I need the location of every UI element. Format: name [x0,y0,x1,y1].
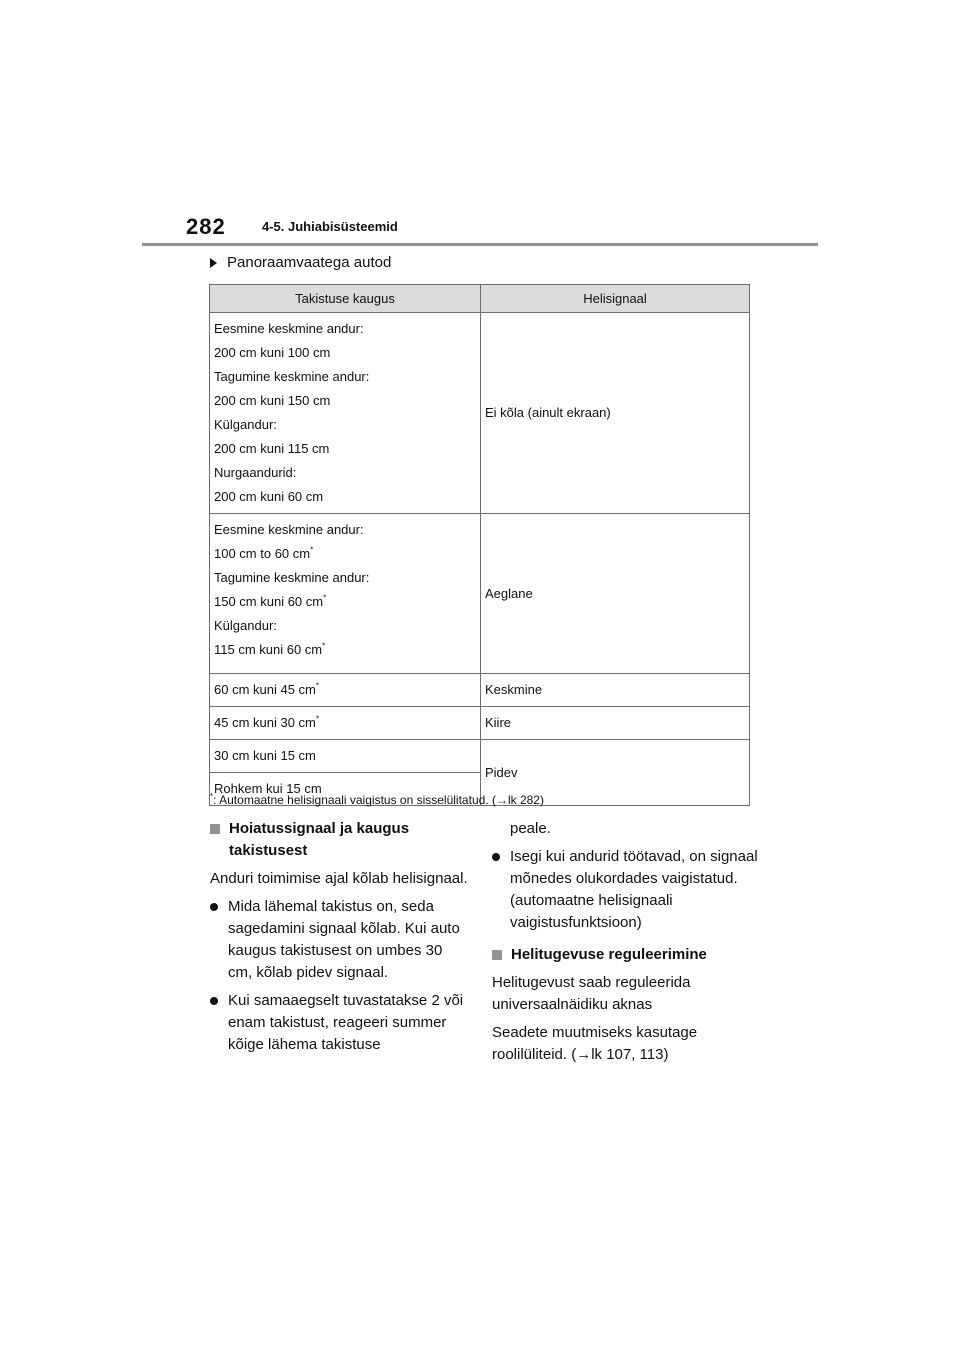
bullet-dot-icon [210,997,218,1005]
right-column [492,818,762,1072]
sonar-signal-table [209,284,750,806]
distance-cell [210,514,481,674]
signal-cell: Pidev [481,740,750,806]
distance-line: 200 cm kuni 60 cm [214,489,324,504]
paragraph: Seadete muutmiseks kasutage roolilüliteid. (→lk 107, 113) [492,1024,698,1063]
column-header-signal: Helisignaal [481,285,750,313]
bullet-item [210,990,470,1056]
footnote-mark: * [310,545,314,555]
subsection-heading-text: Helitugevuse reguleerimine [511,946,707,963]
distance-line: Tagumine keskmine andur: [214,369,370,384]
distance-line: 200 cm kuni 115 cm [214,441,330,456]
distance-cell [210,313,481,514]
footnote-mark: * [322,641,326,651]
table-row [210,740,750,773]
distance-line: Külgandur: [214,417,277,432]
distance-line: Tagumine keskmine andur: [214,570,370,585]
footnote-mark: * [323,593,327,603]
section-heading [210,254,391,271]
page-number: 282 [186,214,226,239]
footnote-text: : Automaatne helisignaali vaigistus on sisselülitatud. (→lk 282) [213,793,544,807]
distance-cell: 60 cm kuni 45 cm* [210,674,481,707]
column-header-distance: Takistuse kaugus [210,285,481,313]
footnote-mark: * [315,681,319,691]
table-row [210,707,750,740]
distance-cell: Rohkem kui 15 cm [210,773,481,806]
signal-cell: Aeglane [481,514,750,674]
signal-cell: Kiire [481,707,750,740]
footnote-mark: * [315,714,319,724]
bullet-continuation: peale. [510,820,551,837]
distance-line: 115 cm kuni 60 cm* [214,641,326,657]
bullet-text: Mida lähemal takistus on, seda sagedamini signaal kõlab. Kui auto kaugus takistusest on umbes 30 cm, kõlab pidev signaal. [228,898,460,981]
bullet-dot-icon [492,853,500,861]
table-footnote [210,793,544,807]
subsection-heading [210,818,470,862]
distance-line: Külgandur: [214,618,277,633]
section-heading-text: Panoraamvaatega autod [227,254,392,271]
distance-line: 200 cm kuni 100 cm [214,345,331,360]
footnote-mark: * [210,792,214,801]
left-column [210,818,470,1062]
signal-cell: Ei kõla (ainult ekraan) [481,313,750,514]
table-row [210,514,750,674]
triangle-bullet-icon [210,258,217,268]
table-row [210,313,750,514]
distance-line: Eesmine keskmine andur: [214,522,364,537]
table-header-row [210,285,750,313]
signal-cell: Keskmine [481,674,750,707]
bullet-text: Kui samaaegselt tuvastatakse 2 või enam takistust, reageeri summer kõige lähema takistuse [228,992,464,1053]
square-bullet-icon [492,950,502,960]
distance-line: 200 cm kuni 150 cm [214,393,331,408]
distance-line: 150 cm kuni 60 cm* [214,593,327,609]
square-bullet-icon [210,824,220,834]
distance-line: Eesmine keskmine andur: [214,321,364,336]
distance-cell: 45 cm kuni 30 cm* [210,707,481,740]
chapter-title: 4-5. Juhiabisüsteemid [262,219,398,234]
distance-cell: 30 cm kuni 15 cm [210,740,481,773]
table-row [210,674,750,707]
paragraph: Anduri toimimise ajal kõlab helisignaal. [210,870,468,887]
bullet-item [210,896,470,984]
bullet-dot-icon [210,903,218,911]
paragraph: Helitugevust saab reguleerida universaalnäidiku aknas [492,974,691,1013]
bullet-item [492,846,762,934]
subsection-heading [492,944,762,966]
subsection-heading-text: Hoiatussignaal ja kaugus takistusest [229,820,410,859]
bullet-text: Isegi kui andurid töötavad, on signaal mõnedes olukordades vaigistatud. (automaatne helisignaali vaigistusfunktsioon) [510,848,758,931]
header-divider [142,243,818,246]
distance-line: 100 cm to 60 cm* [214,545,314,561]
distance-line: Nurgaandurid: [214,465,297,480]
